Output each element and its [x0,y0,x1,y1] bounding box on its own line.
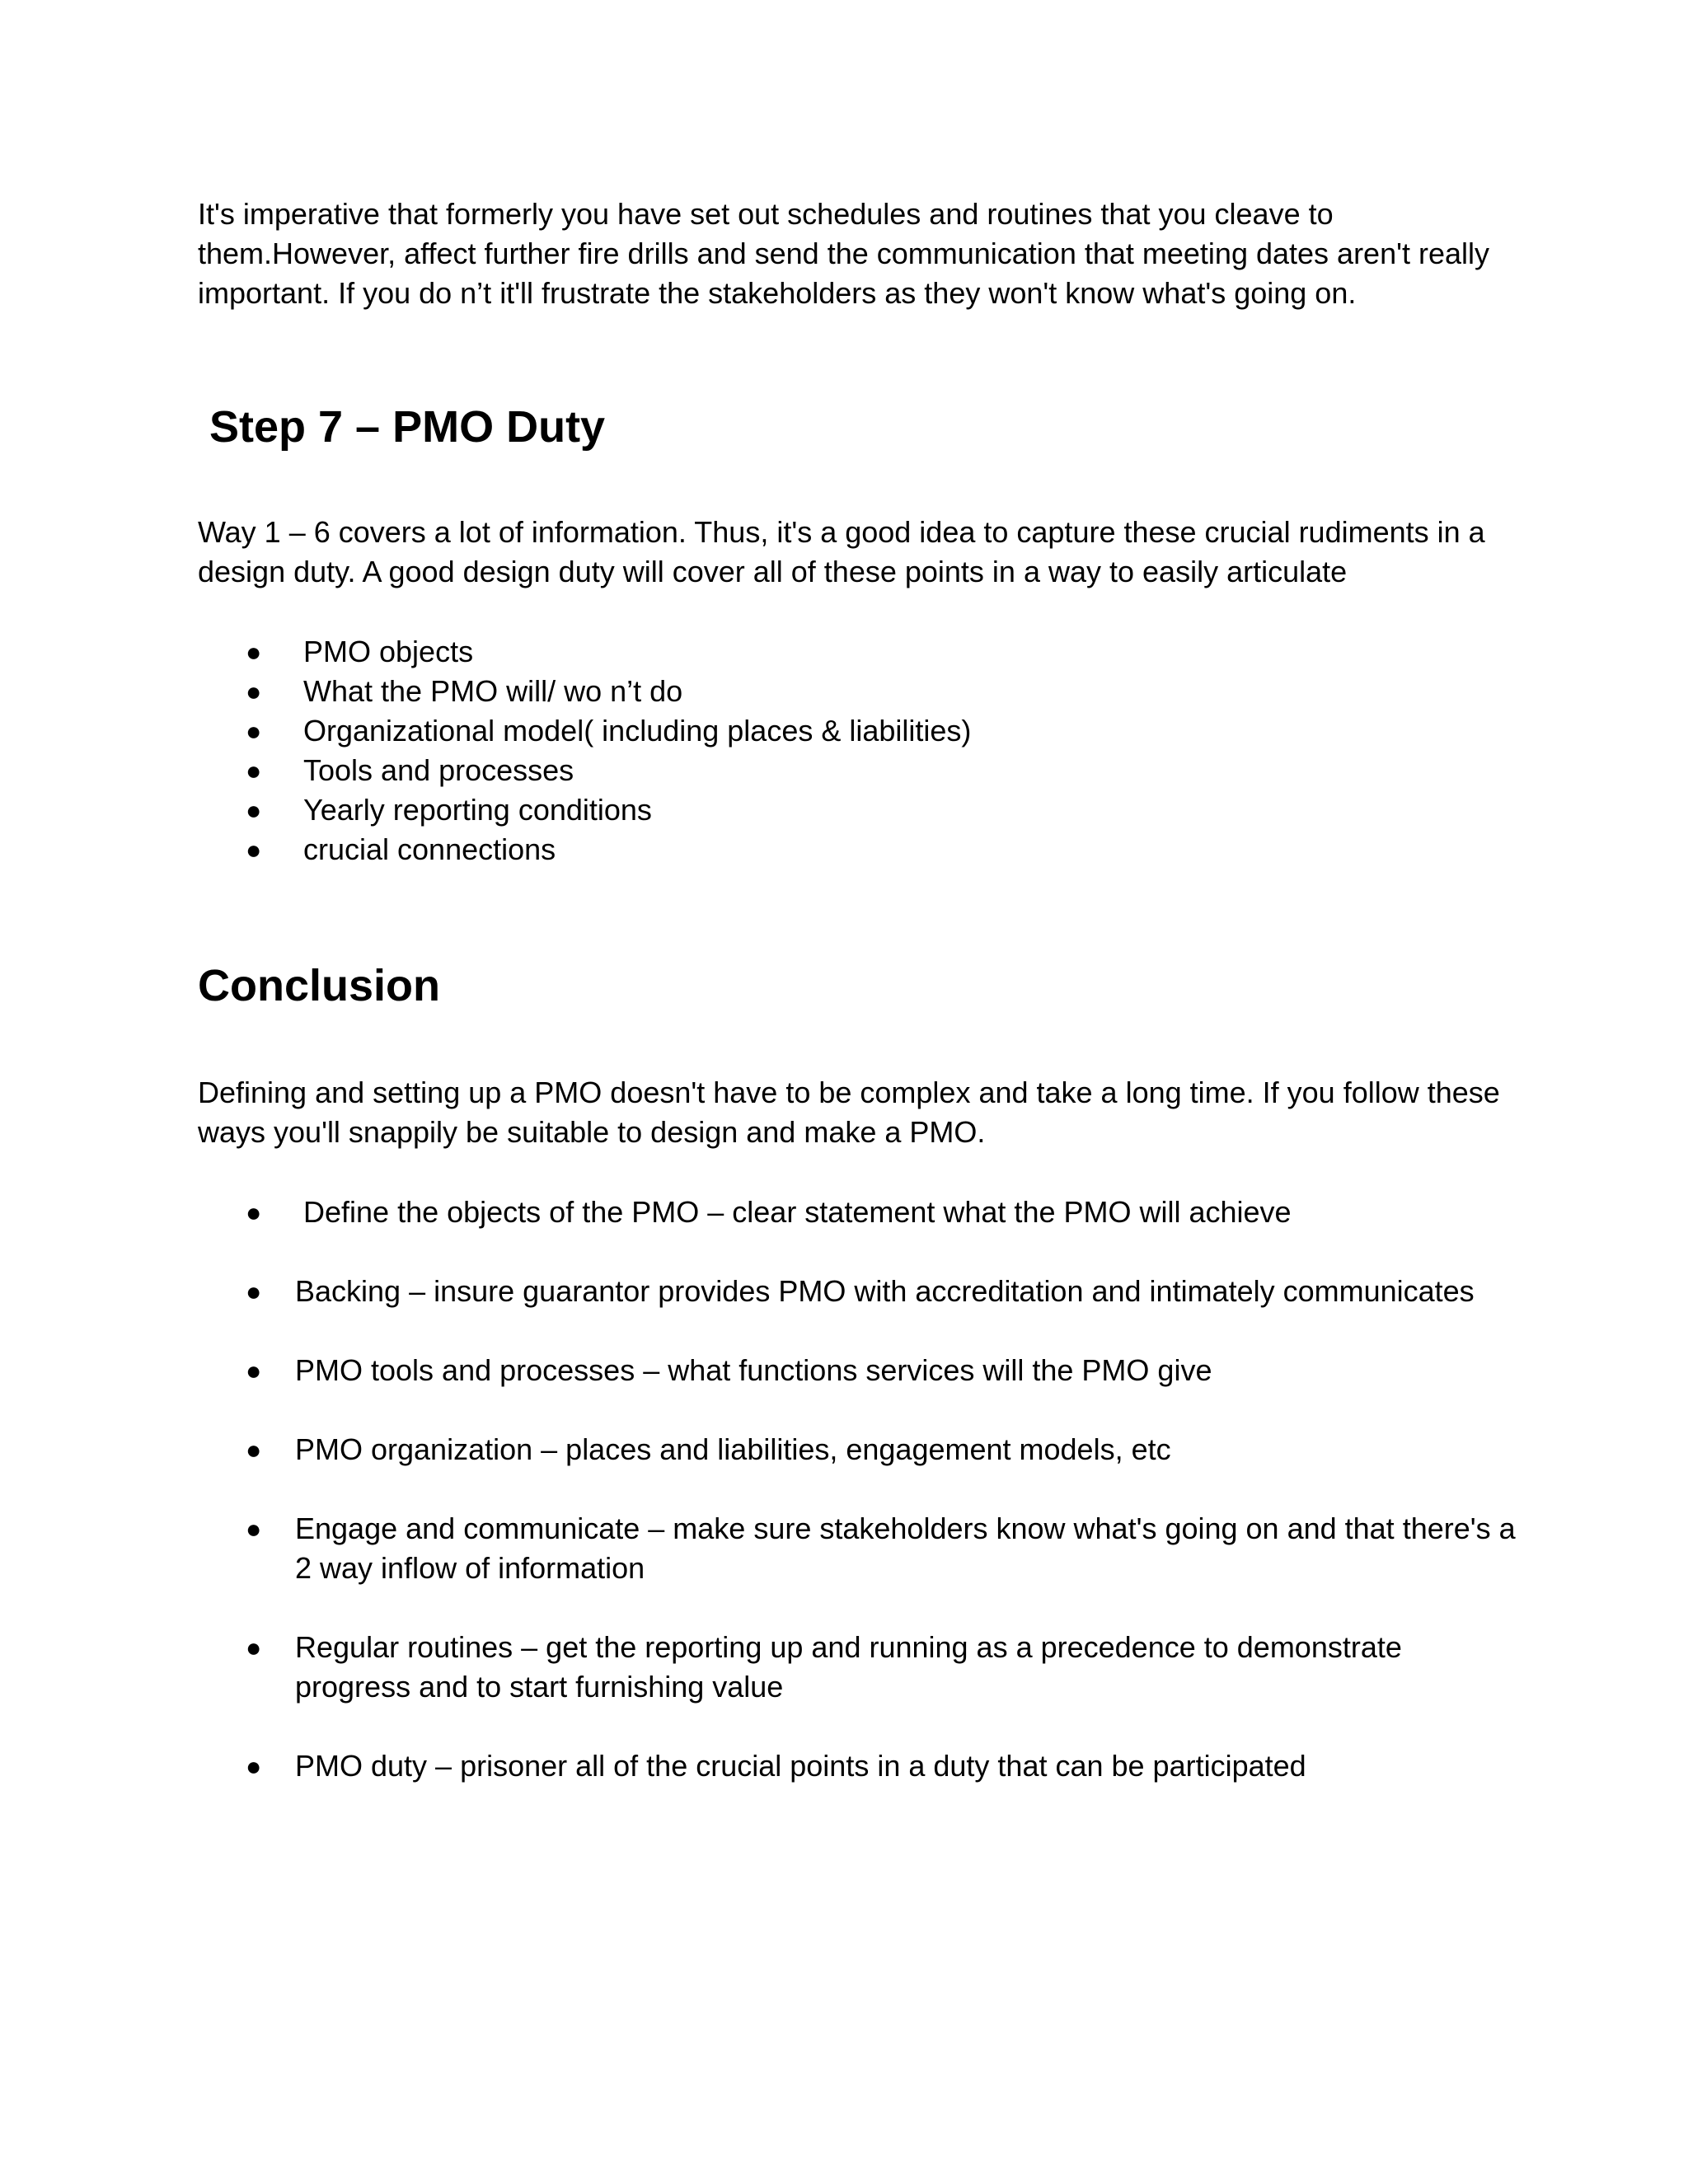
bullet-icon: ● [246,1277,262,1306]
list-item [198,1628,1517,1707]
bullet-icon: ● [246,835,262,865]
bullet-icon: ● [246,637,262,667]
list-item [198,790,1517,830]
bullet-icon: ● [246,1197,262,1227]
list-item-text: Backing – insure guarantor provides PMO with accreditation and intimately communicates [295,1274,1475,1308]
conclusion-heading: Conclusion [198,961,440,1010]
list-item-text: PMO objects [303,635,474,668]
list-item-text: PMO tools and processes – what functions services will the PMO give [295,1353,1212,1387]
list-item [198,1351,1517,1390]
list-item [198,632,1517,672]
list-item-text: Define the objects of the PMO – clear statement what the PMO will achieve [303,1195,1292,1229]
list-item [198,1193,1517,1232]
list-item-text: crucial connections [303,832,556,866]
step7-bullet-list [198,632,1517,869]
bullet-icon: ● [246,1356,262,1385]
list-item-text: Regular routines – get the reporting up and running as a precedence to demonstrate progress and to start furnishing value [295,1630,1402,1704]
bullet-icon: ● [246,1514,262,1544]
bullet-icon: ● [246,795,262,825]
intro-paragraph: It's imperative that formerly you have set out schedules and routines that you cleave to them.However, affect further fire drills and send the communication that meeting dates aren't really important. If you do n’t it'll frustrate the stakeholders as they won't know what's going on. [198,197,1490,310]
step7-heading: Step 7 – PMO Duty [209,402,606,452]
list-item [198,1509,1517,1588]
step7-paragraph: Way 1 – 6 covers a lot of information. Thus, it's a good idea to capture these crucial rudiments in a design duty. A good design duty will cover all of these points in a way to easily articulate [198,515,1485,588]
list-item [198,751,1517,790]
conclusion-paragraph: Defining and setting up a PMO doesn't have to be complex and take a long time. If you follow these ways you'll snappily be suitable to design and make a PMO. [198,1076,1500,1149]
list-item [198,830,1517,869]
bullet-icon: ● [246,716,262,746]
list-item-text: Yearly reporting conditions [303,793,652,827]
bullet-icon: ● [246,677,262,706]
bullet-icon: ● [246,1751,262,1781]
bullet-icon: ● [246,756,262,785]
list-item-text: PMO organization – places and liabilities, engagement models, etc [295,1432,1171,1466]
list-item-text: What the PMO will/ wo n’t do [303,674,683,708]
list-item [198,1746,1517,1786]
list-item [198,672,1517,711]
bullet-icon: ● [246,1633,262,1662]
list-item [198,1272,1517,1311]
list-item-text: Engage and communicate – make sure stakeholders know what's going on and that there's a 2 way inflow of information [295,1511,1516,1585]
list-item-text: PMO duty – prisoner all of the crucial points in a duty that can be participated [295,1749,1306,1783]
conclusion-bullet-list [198,1193,1517,1825]
list-item [198,711,1517,751]
list-item-text: Organizational model( including places & liabilities) [303,714,972,748]
list-item [198,1430,1517,1469]
list-item-text: Tools and processes [303,753,574,787]
bullet-icon: ● [246,1435,262,1465]
